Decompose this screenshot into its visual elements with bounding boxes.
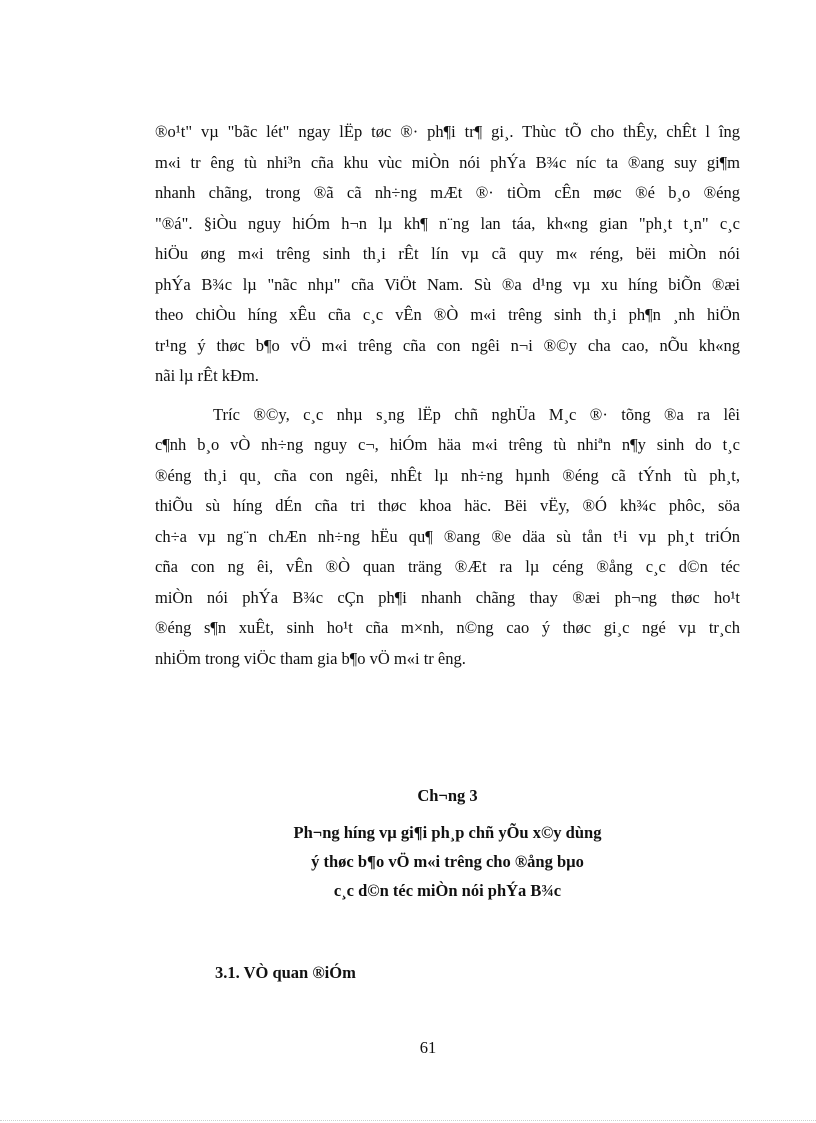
paragraph-line: c¶nh b¸o vÒ nh÷ng nguy c¬, hiÓm häa m«i trêng tù nhiªn n¶y sinh do t¸c: [155, 435, 740, 454]
paragraph-line: tr¹ng ý thøc b¶o vÖ m«i trêng cña con ngêi n¬i ®©y cha cao, nÕu kh«ng: [155, 335, 740, 355]
paragraph-line: theo chiÒu híng xÊu cña c¸c vÊn ®Ò m«i trêng sinh th¸i ph¶n ¸nh hiÖn: [155, 305, 740, 324]
paragraph-line: miÒn nói phÝa B¾c cÇn ph¶i nhanh chãng thay ®æi ph¬ng thøc ho¹t: [155, 587, 740, 607]
paragraph-line: ®éng th¸i qu¸ cña con ngêi, nhÊt lµ nh÷ng hµnh ®éng cã tÝnh tù ph¸t,: [155, 465, 740, 485]
chapter-spacer: [155, 810, 740, 818]
page-bottom-divider: [0, 1120, 816, 1121]
paragraph-line: ®o¹t" vµ "bãc lét" ngay lËp tøc ®· ph¶i tr¶ gi¸. Thùc tÕ cho thÊy, chÊt l îng: [155, 122, 740, 141]
paragraph-2: [155, 400, 740, 675]
paragraph-line: nhiÖm trong viÖc tham gia b¶o vÖ m«i tr êng.: [155, 648, 466, 668]
chapter-title: Ch¬ng 3: [417, 786, 478, 805]
paragraph-line: hiÖu øng m«i trêng sinh th¸i rÊt lín vµ cã quy m« réng, bëi miÒn nói: [155, 244, 740, 263]
chapter-subtitle-line: Ph¬ng híng vµ gi¶i ph¸p chñ yÕu x©y dùng: [293, 823, 602, 842]
section-heading: 3.1. VÒ quan ®iÓm: [215, 963, 356, 982]
paragraph-line: "®á". §iÒu nguy hiÓm h¬n lµ kh¶ n¨ng lan táa, kh«ng gian "ph¸t t¸n" c¸c: [155, 213, 740, 233]
paragraph-spacer: [155, 392, 740, 400]
paragraph-line: nhanh chãng, trong ®ã cã nh÷ng mÆt ®· tiÒm cÊn møc ®é b¸o ®éng: [155, 183, 740, 202]
paragraph-line: ®éng s¶n xuÊt, sinh ho¹t cña m×nh, n©ng cao ý thøc gi¸c ngé vµ tr¸ch: [155, 618, 740, 637]
chapter-subtitle-line: c¸c d©n téc miÒn nói phÝa B¾c: [333, 881, 562, 900]
paragraph-line: nãi lµ rÊt kÐm.: [155, 366, 259, 385]
paragraph-line: phÝa B¾c lµ "nãc nhµ" cña ViÖt Nam. Sù ®a d¹ng vµ xu híng biÕn ®æi: [155, 274, 740, 294]
paragraph-line: Tríc ®©y, c¸c nhµ s¸ng lËp chñ nghÜa M¸c ®· tõng ®a ra lêi: [213, 404, 740, 424]
paragraph-line: m«i tr êng tù nhi³n cña khu vùc miÒn nói phÝa B¾c níc ta ®ang suy gi¶m: [155, 152, 740, 172]
paragraph-1: [155, 117, 740, 392]
body-text: [155, 117, 740, 674]
page-number: 61: [419, 1038, 437, 1057]
chapter-subtitle-line: ý thøc b¶o vÖ m«i trêng cho ®ång bµo: [311, 852, 584, 871]
paragraph-line: ch÷a vµ ng¨n chÆn nh÷ng hËu qu¶ ®ang ®e däa sù tån t¹i vµ ph¸t triÓn: [155, 526, 740, 546]
chapter-header: [155, 782, 740, 905]
paragraph-line: thiÕu sù híng dÉn cña tri thøc khoa häc. Bëi vËy, ®Ó kh¾c phôc, söa: [155, 496, 740, 515]
paragraph-line: cña con ng êi, vÊn ®Ò quan träng ®Æt ra lµ céng ®ång c¸c d©n téc: [155, 557, 740, 576]
